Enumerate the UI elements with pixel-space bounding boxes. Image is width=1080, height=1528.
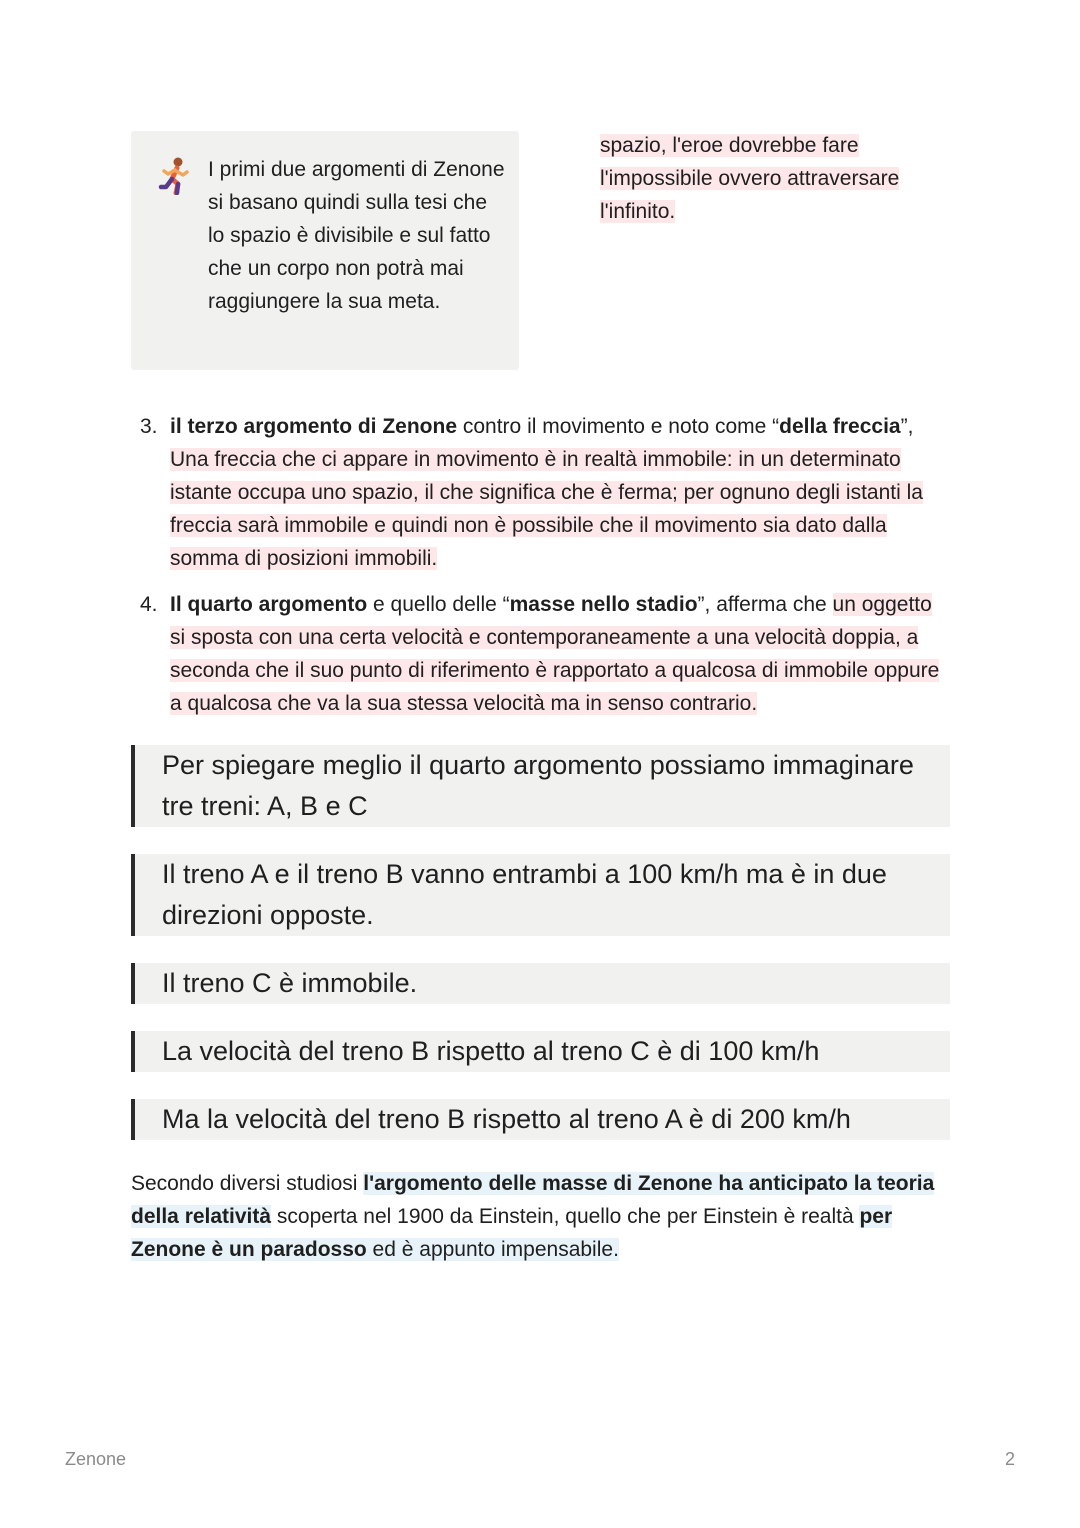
argument-list bbox=[131, 410, 951, 733]
quote-block: Ma la velocità del treno B rispetto al treno A è di 200 km/h bbox=[131, 1099, 950, 1140]
right-column-line: l'impossibile ovvero attraversare bbox=[600, 167, 900, 190]
callout-box bbox=[131, 131, 519, 370]
list-item bbox=[131, 410, 951, 575]
right-column-line: spazio, l'eroe dovrebbe fare bbox=[600, 134, 859, 157]
list-text: ”, bbox=[900, 415, 914, 438]
page-number: 2 bbox=[1004, 1449, 1015, 1469]
closing-bold: per Zenone è un paradosso bbox=[131, 1205, 893, 1261]
list-text: ”, afferma che bbox=[697, 593, 833, 616]
footer-title: Zenone bbox=[65, 1449, 127, 1469]
list-text: contro il movimento e noto come “ bbox=[457, 415, 780, 438]
list-bold: il terzo argomento di Zenone bbox=[170, 415, 458, 438]
closing-bold: l'argomento delle masse di Zenone ha anticipato la teoria della relatività bbox=[131, 1172, 935, 1228]
list-bold: masse nello stadio bbox=[509, 593, 698, 616]
running-person-icon bbox=[158, 157, 192, 195]
closing-text: Secondo diversi studiosi bbox=[131, 1172, 364, 1195]
quote-block: Per spiegare meglio il quarto argomento possiamo immaginare tre treni: A, B e C bbox=[131, 745, 950, 827]
list-number: 3. bbox=[140, 415, 158, 438]
right-column-line: l'infinito. bbox=[600, 200, 676, 223]
list-bold: Il quarto argomento bbox=[170, 593, 368, 616]
list-highlight: Una freccia che ci appare in movimento è in realtà immobile: in un determinato istante occupa uno spazio, il che significa che è ferma; per ognuno degli istanti la freccia sarà immobile e quindi non è possibile che il movimento sia dato dalla somma di posizioni immobili. bbox=[170, 448, 923, 570]
closing-paragraph bbox=[131, 1167, 961, 1266]
quote-block: Il treno A e il treno B vanno entrambi a 100 km/h ma è in due direzioni opposte. bbox=[131, 854, 950, 936]
closing-text: ed è appunto impensabile. bbox=[366, 1238, 619, 1261]
quote-block: La velocità del treno B rispetto al treno C è di 100 km/h bbox=[131, 1031, 950, 1072]
closing-text: scoperta nel 1900 da Einstein, quello che per Einstein è realtà bbox=[271, 1205, 860, 1228]
list-number: 4. bbox=[140, 593, 158, 616]
right-column-text bbox=[600, 129, 940, 228]
list-text: e quello delle “ bbox=[367, 593, 510, 616]
list-bold: della freccia bbox=[779, 415, 901, 438]
quote-block: Il treno C è immobile. bbox=[131, 963, 950, 1004]
callout-text: I primi due argomenti di Zenone si basano quindi sulla tesi che lo spazio è divisibile e sul fatto che un corpo non potrà mai raggiungere la sua meta. bbox=[208, 158, 505, 313]
list-item bbox=[131, 588, 951, 720]
list-highlight: un oggetto si sposta con una certa velocità e contemporaneamente a una velocità doppia, a seconda che il suo punto di riferimento è rapportato a qualcosa di immobile oppure a qualcosa che va la sua stessa velocità ma in senso contrario. bbox=[170, 593, 940, 715]
